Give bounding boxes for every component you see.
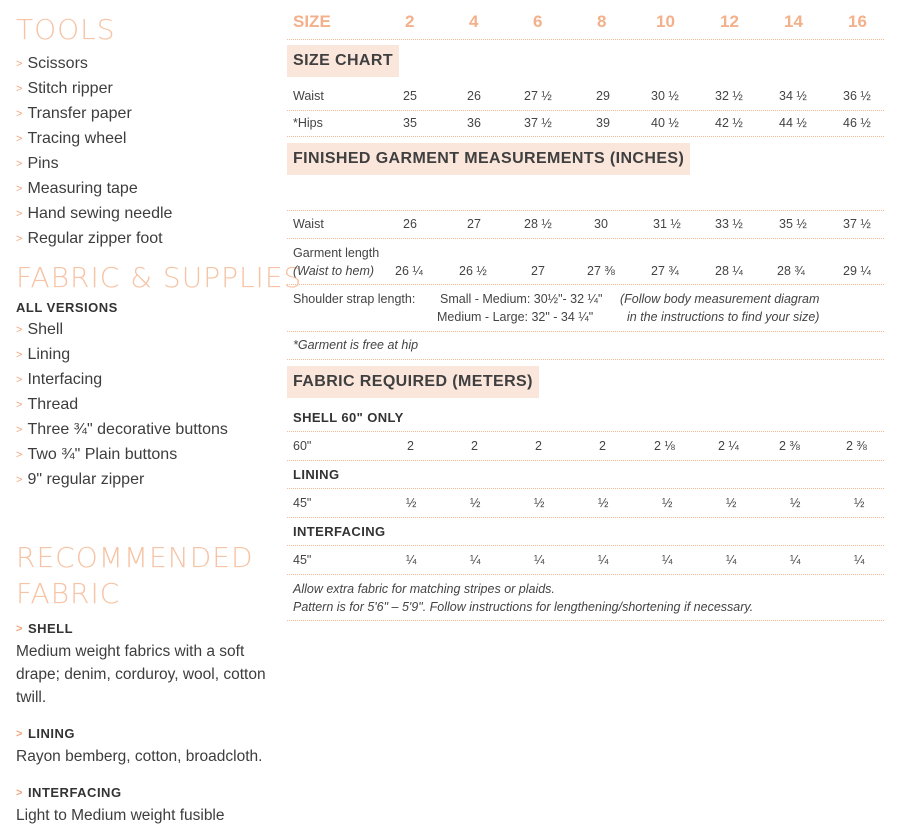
list-item: > Measuring tape — [16, 180, 138, 197]
list-item: > Hand sewing needle — [16, 205, 173, 222]
shoulder-strap-row: Shoulder strap length: Small - Medium: 30½"- 32 ¼" (Follow body measurement diagram Medium - Large: 32" - 34 ¼" in the instructions to find your size) — [293, 292, 820, 324]
chevron-right-icon: > — [16, 133, 23, 145]
size-header-row — [287, 12, 884, 36]
lining-subhead: > LINING — [16, 726, 75, 741]
divider — [287, 331, 884, 332]
divider — [287, 574, 884, 575]
table-row: 60" 2 2 2 2 2 ⅛ 2 ¼ 2 ⅜ 2 ⅜ — [293, 439, 867, 453]
divider — [287, 136, 884, 137]
list-item: > Transfer paper — [16, 105, 132, 122]
table-row: LINING — [293, 467, 340, 482]
chevron-right-icon: > — [16, 449, 23, 461]
list-item: > Shell — [16, 321, 64, 338]
chevron-right-icon: > — [16, 183, 23, 195]
list-item: > Three ¾" decorative buttons — [16, 421, 228, 438]
fabric-note-stripes: Allow extra fabric for matching stripes or plaids. — [293, 582, 555, 596]
list-item: > Pins — [16, 155, 59, 172]
size-col: 6 — [533, 12, 543, 31]
chevron-right-icon: > — [16, 58, 23, 70]
size-label: SIZE — [293, 12, 331, 31]
table-row: SHELL 60" ONLY — [293, 410, 404, 425]
size-chart-heading: SIZE CHART — [287, 45, 399, 77]
chevron-right-icon: > — [16, 474, 23, 486]
divider — [287, 39, 884, 40]
chevron-right-icon: > — [16, 374, 23, 386]
list-item: > Lining — [16, 346, 71, 363]
size-col: 8 — [597, 12, 607, 31]
fabric-required-heading: FABRIC REQUIRED (METERS) — [287, 366, 539, 398]
supplies-title: FABRIC & SUPPLIES — [16, 261, 303, 294]
list-item: > Regular zipper foot — [16, 230, 163, 247]
table-row: 45" ¼ ¼ ¼ ¼ ¼ ¼ ¼ ¼ — [293, 553, 865, 567]
list-item: > Interfacing — [16, 371, 103, 388]
size-col: 16 — [848, 12, 867, 31]
all-versions-subhead: ALL VERSIONS — [16, 300, 118, 315]
chevron-right-icon: > — [16, 349, 23, 361]
list-item: > Two ¾" Plain buttons — [16, 446, 178, 463]
size-col: 2 — [405, 12, 415, 31]
chevron-right-icon: > — [16, 623, 23, 635]
table-row: 45" ½ ½ ½ ½ ½ ½ ½ ½ — [293, 496, 865, 510]
list-item: > Thread — [16, 396, 79, 413]
chevron-right-icon: > — [16, 208, 23, 220]
divider — [287, 210, 884, 211]
recommended-title: RECOMMENDED FABRIC — [16, 541, 254, 610]
divider — [287, 545, 884, 546]
shell-subhead: > SHELL — [16, 621, 74, 636]
size-col: 12 — [720, 12, 739, 31]
chevron-right-icon: > — [16, 399, 23, 411]
chevron-right-icon: > — [16, 424, 23, 436]
divider — [287, 460, 884, 461]
table-row: Garment length (Waist to hem) 26 ¼ 26 ½ 27 27 ⅜ 27 ¾ 28 ¼ 28 ¾ 29 ¼ — [293, 246, 871, 278]
finished-garment-heading: FINISHED GARMENT MEASUREMENTS (INCHES) — [287, 143, 690, 175]
size-col: 4 — [469, 12, 479, 31]
free-at-hip-note: *Garment is free at hip — [293, 338, 419, 352]
table-row: Waist 25 26 27 ½ 29 30 ½ 32 ½ 34 ½ 36 ½ — [293, 89, 871, 103]
divider — [287, 517, 884, 518]
chevron-right-icon: > — [16, 233, 23, 245]
list-item: > 9" regular zipper — [16, 471, 145, 488]
divider — [287, 238, 884, 239]
interfacing-description: Light to Medium weight fusible — [16, 807, 225, 824]
chevron-right-icon: > — [16, 324, 23, 336]
table-row: *Hips 35 36 37 ½ 39 40 ½ 42 ½ 44 ½ 46 ½ — [293, 116, 871, 130]
divider — [287, 359, 884, 360]
size-col: 14 — [784, 12, 803, 31]
lining-description: Rayon bemberg, cotton, broadcloth. — [16, 748, 263, 765]
interfacing-subhead: > INTERFACING — [16, 785, 122, 800]
table-row: INTERFACING — [293, 524, 386, 539]
tools-title: TOOLS — [16, 13, 116, 46]
list-item: > Tracing wheel — [16, 130, 127, 147]
chevron-right-icon: > — [16, 728, 23, 740]
chevron-right-icon: > — [16, 108, 23, 120]
tools-list — [16, 52, 172, 252]
divider — [287, 620, 884, 621]
divider — [287, 488, 884, 489]
divider — [287, 431, 884, 432]
chevron-right-icon: > — [16, 158, 23, 170]
divider — [287, 284, 884, 285]
fabric-note-height: Pattern is for 5'6" – 5'9". Follow instructions for lengthening/shortening if necessary. — [293, 600, 754, 614]
chevron-right-icon: > — [16, 83, 23, 95]
shell-description: Medium weight fabrics with a soft drape; denim, corduroy, wool, cotton twill. — [16, 643, 266, 706]
list-item: > Scissors — [16, 55, 88, 72]
list-item: > Stitch ripper — [16, 80, 113, 97]
chevron-right-icon: > — [16, 787, 23, 799]
size-col: 10 — [656, 12, 675, 31]
divider — [287, 110, 884, 111]
supplies-list — [16, 318, 228, 493]
table-row: Waist 26 27 28 ½ 30 31 ½ 33 ½ 35 ½ 37 ½ — [293, 217, 871, 231]
